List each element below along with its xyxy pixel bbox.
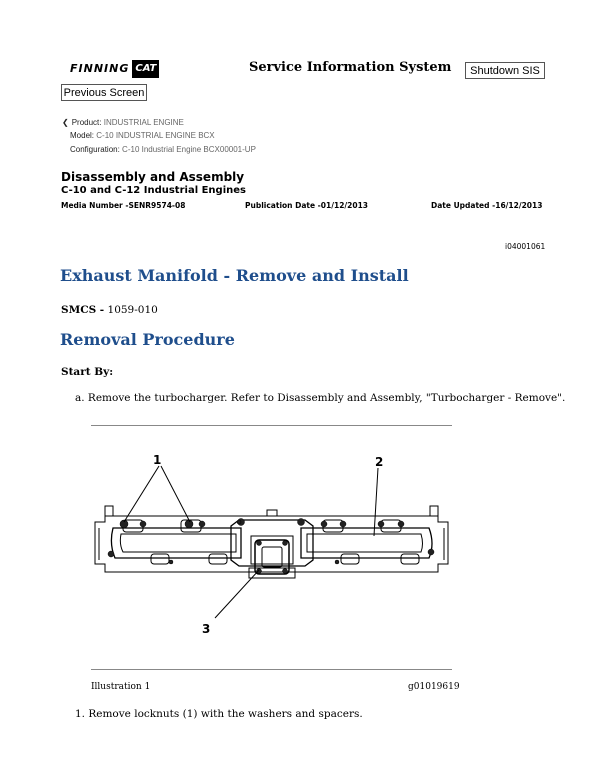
- configuration-label: Configuration:: [70, 145, 120, 154]
- finning-cat-logo: [62, 56, 155, 81]
- logo-text: FINNING: [70, 62, 130, 75]
- step-1-text: 1. Remove locknuts (1) with the washers and spacers.: [75, 708, 363, 720]
- illustration-bottom-divider: [91, 669, 452, 670]
- configuration-value: C-10 Industrial Engine BCX00001-UP: [122, 145, 256, 154]
- cat-logo-badge: CAT: [132, 60, 159, 78]
- model-label: Model:: [70, 131, 95, 140]
- smcs-value: 1059-010: [107, 304, 158, 316]
- callout-3: 3: [202, 622, 211, 636]
- article-title: Exhaust Manifold - Remove and Install: [60, 266, 409, 285]
- previous-screen-button[interactable]: Previous Screen: [61, 84, 147, 101]
- graphic-id: g01019619: [408, 682, 460, 692]
- illustration-caption: Illustration 1: [91, 682, 151, 692]
- date-updated: Date Updated -16/12/2013: [431, 201, 543, 210]
- model-value: C-10 INDUSTRIAL ENGINE BCX: [96, 131, 215, 140]
- callout-1: 1: [153, 453, 162, 467]
- publication-date: Publication Date -01/12/2013: [245, 201, 369, 210]
- procedure-title: Removal Procedure: [60, 330, 235, 349]
- smcs-label: SMCS -: [61, 304, 105, 316]
- document-id: i04001061: [505, 242, 546, 251]
- media-number: Media Number -SENR9574-08: [61, 201, 186, 210]
- illustration-top-divider: [91, 425, 452, 426]
- product-label: Product:: [71, 118, 102, 127]
- start-by-label: Start By:: [61, 366, 114, 378]
- breadcrumb-configuration: [70, 145, 256, 154]
- section-subtitle: C-10 and C-12 Industrial Engines: [61, 185, 246, 196]
- breadcrumb-model: [70, 131, 215, 140]
- callout-2: 2: [375, 455, 384, 469]
- exhaust-manifold-illustration: [91, 436, 452, 664]
- chevron-left-icon: ❮: [62, 118, 69, 127]
- product-value: INDUSTRIAL ENGINE: [103, 118, 184, 127]
- smcs-code: [61, 304, 158, 316]
- section-title: Disassembly and Assembly: [61, 170, 245, 184]
- step-a-text: a. Remove the turbocharger. Refer to Disassembly and Assembly, "Turbocharger - Remove".: [75, 392, 566, 404]
- app-title: Service Information System: [249, 60, 452, 75]
- breadcrumb-product[interactable]: [62, 118, 184, 127]
- shutdown-sis-button[interactable]: Shutdown SIS: [465, 62, 545, 79]
